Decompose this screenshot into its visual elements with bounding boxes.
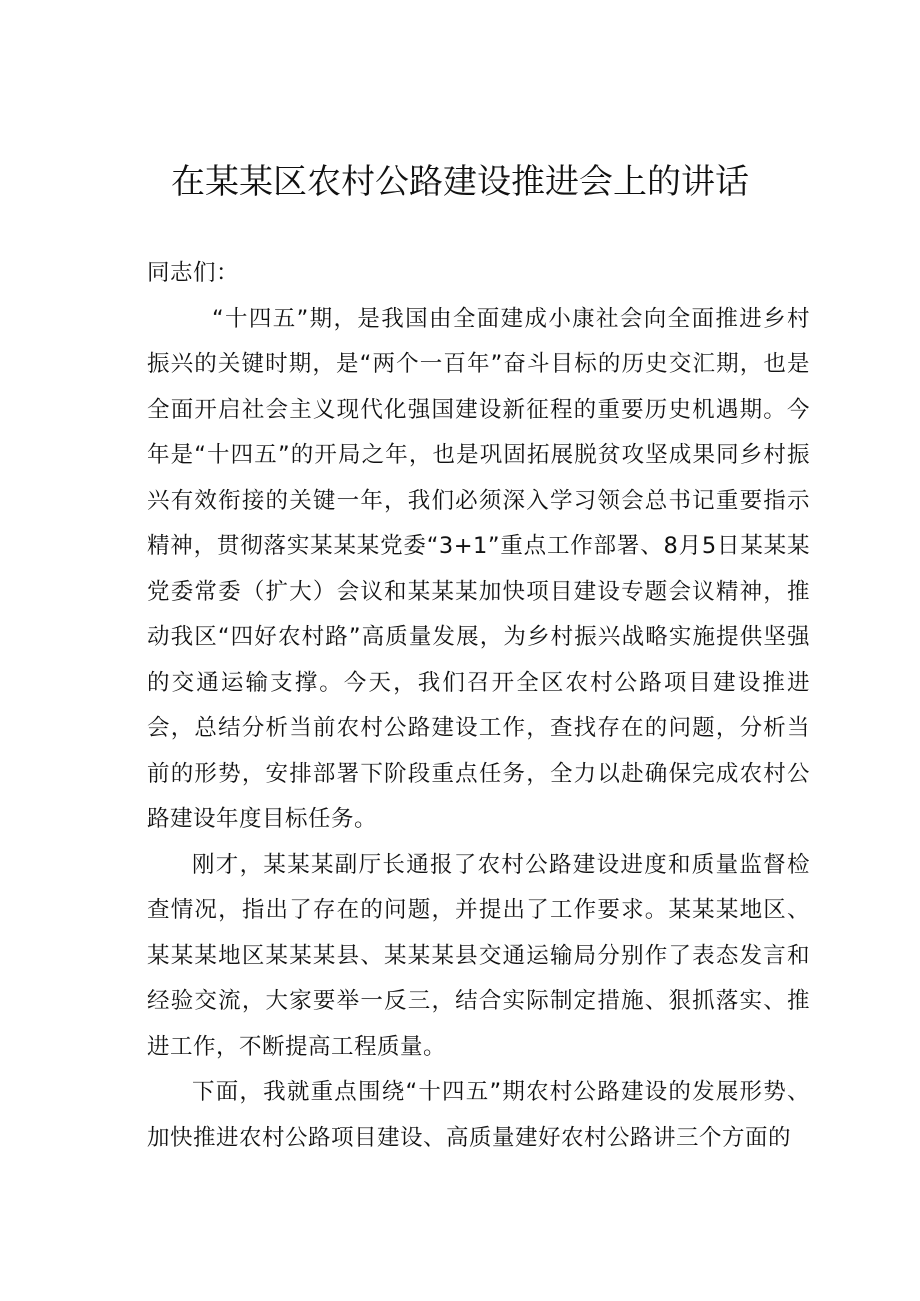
document-body bbox=[147, 251, 810, 1161]
salutation: 同志们： bbox=[147, 260, 240, 286]
paragraph-1: “十四五”期，是我国由全面建成小康社会向全面推进乡村振兴的关键时期，是“两个一百年”奋斗目标的历史交汇期，也是全面开启社会主义现代化强国建设新征程的重要历史机遇期。今年是“十四五”的开局之年，也是巩固拓展脱贫攻坚成果同乡村振兴有效衔接的关键一年，我们必须深入学习领会总书记重要指示精神，贯彻落实某某某党委“3+1”重点工作部署、8月5日某某某党委常委（扩大）会议和某某某加快项目建设专题会议精神，推动我区“四好农村路”高质量发展，为乡村振兴战略实施提供坚强的交通运输支撑。今天，我们召开全区农村公路项目建设推进会，总结分析当前农村公路建设工作，查找存在的问题，分析当前的形势，安排部署下阶段重点任务，全力以赴确保完成农村公路建设年度目标任务。 bbox=[147, 305, 810, 832]
paragraph-3: 下面，我就重点围绕“十四五”期农村公路建设的发展形势、加快推进农村公路项目建设、高质量建好农村公路讲三个方面的 bbox=[147, 1079, 810, 1151]
document-title: 在某某区农村公路建设推进会上的讲话 bbox=[171, 162, 749, 202]
paragraph-2: 刚才，某某某副厅长通报了农村公路建设进度和质量监督检查情况，指出了存在的问题，并提出了工作要求。某某某地区、某某某地区某某某县、某某某县交通运输局分别作了表态发言和经验交流，大家要举一反三，结合实际制定措施、狠抓落实、推进工作，不断提高工程质量。 bbox=[147, 851, 810, 1060]
